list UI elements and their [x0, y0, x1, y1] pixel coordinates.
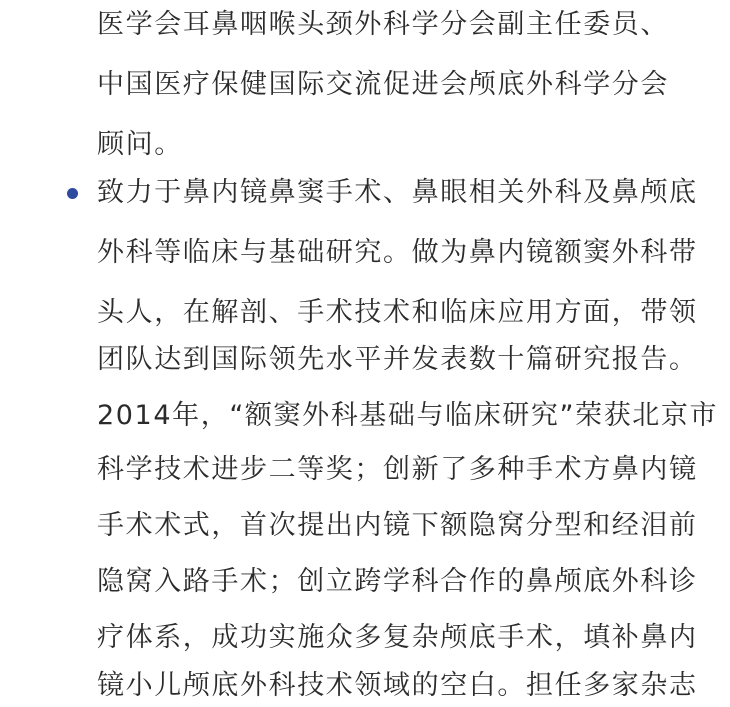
text-line: 顾问。 [97, 129, 183, 160]
text-line: 科学技术进步二等奖；创新了多种手术方鼻内镜 [97, 454, 698, 485]
text-line: 团队达到国际领先水平并发表数十篇研究报告。 [97, 344, 698, 375]
text-line: 外科等临床与基础研究。做为鼻内镜额窦外科带 [97, 237, 698, 268]
bullet-icon [67, 188, 78, 199]
text-line: 医学会耳鼻咽喉头颈外科学分会副主任委员、 [97, 9, 669, 40]
text-line: 疗体系，成功实施众多复杂颅底手术，填补鼻内 [97, 622, 698, 653]
text-line: 隐窝入路手术；创立跨学科合作的鼻颅底外科诊 [97, 566, 698, 597]
text-line: 头人，在解剖、手术技术和临床应用方面，带领 [97, 297, 698, 328]
text-line: 手术术式，首次提出内镜下额隐窝分型和经泪前 [97, 510, 698, 541]
text-line: 致力于鼻内镜鼻窦手术、鼻眼相关外科及鼻颅底 [97, 177, 698, 208]
text-line: 中国医疗保健国际交流促进会颅底外科学分会 [97, 69, 669, 100]
text-line: 镜小儿颅底外科技术领域的空白。担任多家杂志 [97, 670, 698, 701]
text-line: 2014年，“额窦外科基础与临床研究”荣获北京市 [97, 400, 719, 431]
